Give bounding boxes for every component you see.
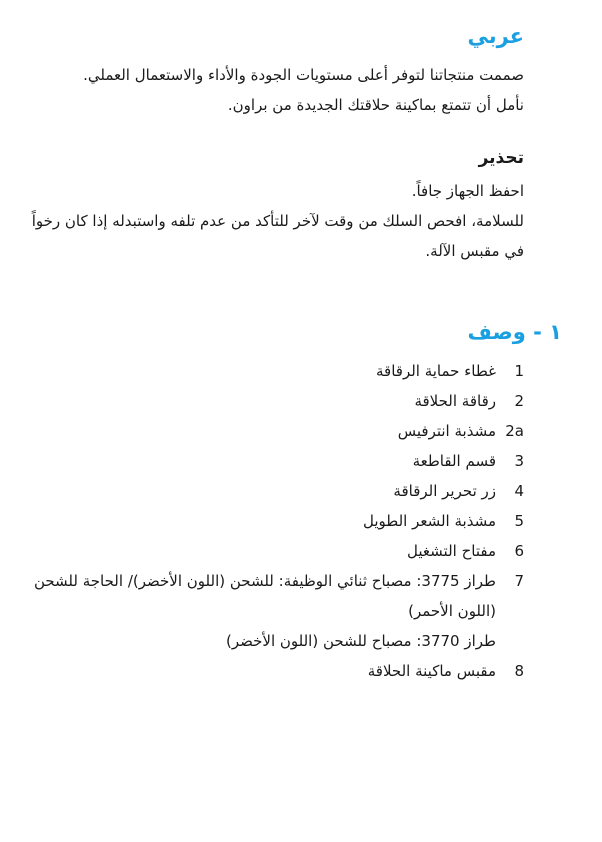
- language-title: عربي: [467, 24, 524, 48]
- item-text: مقبس ماكينة الحلاقة: [367, 662, 496, 680]
- list-item: [24, 656, 524, 686]
- item-number: 8: [514, 662, 524, 680]
- intro-text: [24, 60, 524, 120]
- list-item: [24, 356, 524, 386]
- item-subtext: طراز 3770: مصباح للشحن (اللون الأخضر): [225, 632, 496, 650]
- list-item: [24, 386, 524, 416]
- list-item: [24, 506, 524, 536]
- warning-line: للسلامة، افحص السلك من وقت لآخر للتأكد من عدم تلفه واستبدله إذا كان رخواً في مقبس الآلة.: [31, 212, 524, 260]
- list-item: [24, 566, 524, 626]
- item-text: زر تحرير الرقاقة: [393, 482, 496, 500]
- list-item: [24, 476, 524, 506]
- item-number: 2a: [505, 422, 524, 440]
- item-text: طراز 3775: مصباح ثنائي الوظيفة: للشحن (اللون الأخضر)/ الحاجة للشحن (اللون الأحمر): [33, 572, 496, 620]
- item-text: مشذبة انترفيس: [397, 422, 496, 440]
- item-number: 7: [514, 572, 524, 590]
- warning-text: [24, 176, 524, 266]
- parts-list: [24, 356, 524, 686]
- list-item: [24, 446, 524, 476]
- warning-title: تحذير: [478, 148, 524, 168]
- item-number: 5: [514, 512, 524, 530]
- item-number: 3: [514, 452, 524, 470]
- description-title: ١ - وصف: [467, 320, 562, 344]
- item-text: رقاقة الحلاقة: [414, 392, 496, 410]
- intro-line: نأمل أن تتمتع بماكينة حلاقتك الجديدة من براون.: [227, 96, 524, 114]
- item-text: مفتاح التشغيل: [407, 542, 496, 560]
- list-item: [24, 416, 524, 446]
- item-text: مشذبة الشعر الطويل: [362, 512, 496, 530]
- item-number: 6: [514, 542, 524, 560]
- item-number: 4: [514, 482, 524, 500]
- list-item: [24, 536, 524, 566]
- item-number: 1: [514, 362, 524, 380]
- warning-line: احفظ الجهاز جافاً.: [411, 182, 524, 200]
- item-number: 2: [514, 392, 524, 410]
- item-text: غطاء حماية الرقاقة: [375, 362, 496, 380]
- intro-line: صممت منتجاتنا لتوفر أعلى مستويات الجودة والأداء والاستعمال العملي.: [83, 66, 524, 84]
- item-text: قسم القاطعة: [412, 452, 496, 470]
